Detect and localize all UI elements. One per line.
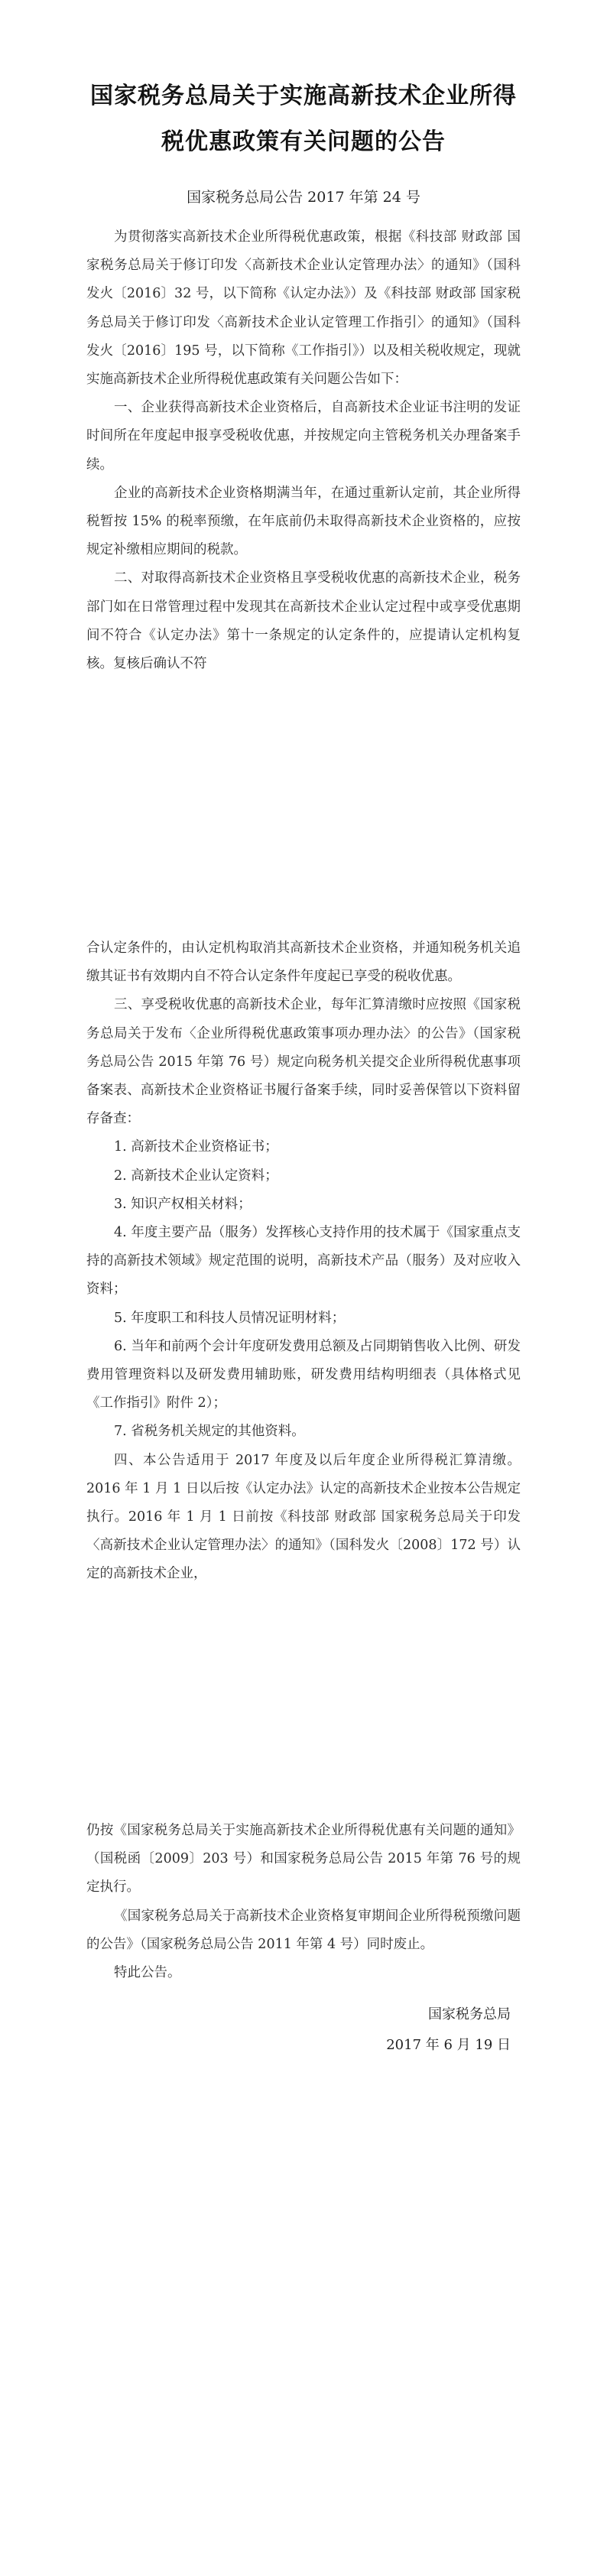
paragraph-item-3: 三、享受税收优惠的高新技术企业，每年汇算清缴时应按照《国家税务总局关于发布〈企业所得税优惠政策事项办理办法〉的公告》（国家税务总局公告 2015 年第 76 号）规定向税务机关提交企业所得税优惠事项备案表、高新技术企业资格证书履行备案手续，同时妥善保管以下资料留存备查： bbox=[86, 997, 521, 1127]
signature-org: 国家税务总局 bbox=[428, 2006, 511, 2022]
paragraph-item-4: 四、本公告适用于 2017 年度及以后年度企业所得税汇算清缴。2016 年 1 月 1 日以后按《认定办法》认定的高新技术企业按本公告规定执行。2016 年 1 月 1 日前按《科技部 财政部 国家税务总局关于印发〈高新技术企业认定管理办法〉的通知》（国科发火〔2008〕172 号）认定的高新技术企业， bbox=[86, 1452, 521, 1582]
paragraph-closing: 特此公告。 bbox=[114, 1965, 181, 1981]
body-section-3 bbox=[86, 1817, 521, 1987]
body-section-1 bbox=[86, 223, 521, 678]
paragraph-item-4-cont: 仍按《国家税务总局关于实施高新技术企业所得税优惠有关问题的通知》（国税函〔2009〕203 号）和国家税务总局公告 2015 年第 76 号的规定执行。 bbox=[86, 1823, 521, 1895]
list-item-6: 6. 当年和前两个会计年度研发费用总额及占同期销售收入比例、研发费用管理资料以及研发费用辅助账，研发费用结构明细表（具体格式见《工作指引》附件 2）； bbox=[86, 1338, 521, 1411]
paragraph-item-1-b: 企业的高新技术企业资格期满当年，在通过重新认定前，其企业所得税暂按 15% 的税率预缴，在年底前仍未取得高新技术企业资格的，应按规定补缴相应期间的税款。 bbox=[86, 485, 521, 558]
paragraph-item-1: 一、企业获得高新技术企业资格后，自高新技术企业证书注明的发证时间所在年度起申报享受税收优惠，并按规定向主管税务机关办理备案手续。 bbox=[86, 400, 521, 473]
list-item-1: 1. 高新技术企业资格证书； bbox=[114, 1139, 278, 1155]
paragraph-repeal: 《国家税务总局关于高新技术企业资格复审期间企业所得税预缴问题的公告》（国家税务总局公告 2011 年第 4 号）同时废止。 bbox=[86, 1908, 521, 1952]
list-item-5: 5. 年度职工和科技人员情况证明材料； bbox=[114, 1310, 346, 1326]
title-line-2: 税优惠政策有关问题的公告 bbox=[161, 128, 446, 155]
list-item-2: 2. 高新技术企业认定资料； bbox=[114, 1168, 278, 1184]
title-line-1: 国家税务总局关于实施高新技术企业所得 bbox=[90, 83, 517, 109]
signature-date: 2017 年 6 月 19 日 bbox=[386, 2037, 511, 2053]
list-item-3: 3. 知识产权相关材料； bbox=[114, 1196, 252, 1212]
paragraph-item-2-cont: 合认定条件的，由认定机构取消其高新技术企业资格，并通知税务机关追缴其证书有效期内自不符合认定条件年度起已享受的税收优惠。 bbox=[86, 940, 521, 985]
paragraph-item-2: 二、对取得高新技术企业资格且享受税收优惠的高新技术企业，税务部门如在日常管理过程中发现其在高新技术企业认定过程中或享受优惠期间不符合《认定办法》第十一条规定的认定条件的，应提请认定机构复核。复核后确认不符 bbox=[86, 570, 521, 672]
list-item-7: 7. 省税务机关规定的其他资料。 bbox=[114, 1424, 305, 1440]
body-section-2 bbox=[86, 934, 521, 1589]
announcement-number: 国家税务总局公告 2017 年第 24 号 bbox=[187, 189, 420, 206]
paragraph-intro: 为贯彻落实高新技术企业所得税优惠政策，根据《科技部 财政部 国家税务总局关于修订印发〈高新技术企业认定管理办法〉的通知》（国科发火〔2016〕32 号，以下简称《认定办法》）及《科技部 财政部 国家税务总局关于修订印发〈高新技术企业认定管理工作指引〉的通知》（国科发火〔2016〕195 号，以下简称《工作指引》）以及相关税收规定，现就实施高新技术企业所得税优惠政策有关问题公告如下： bbox=[86, 229, 521, 388]
list-item-4: 4. 年度主要产品（服务）发挥核心支持作用的技术属于《国家重点支持的高新技术领域》规定范围的说明，高新技术产品（服务）及对应收入资料； bbox=[86, 1225, 521, 1298]
